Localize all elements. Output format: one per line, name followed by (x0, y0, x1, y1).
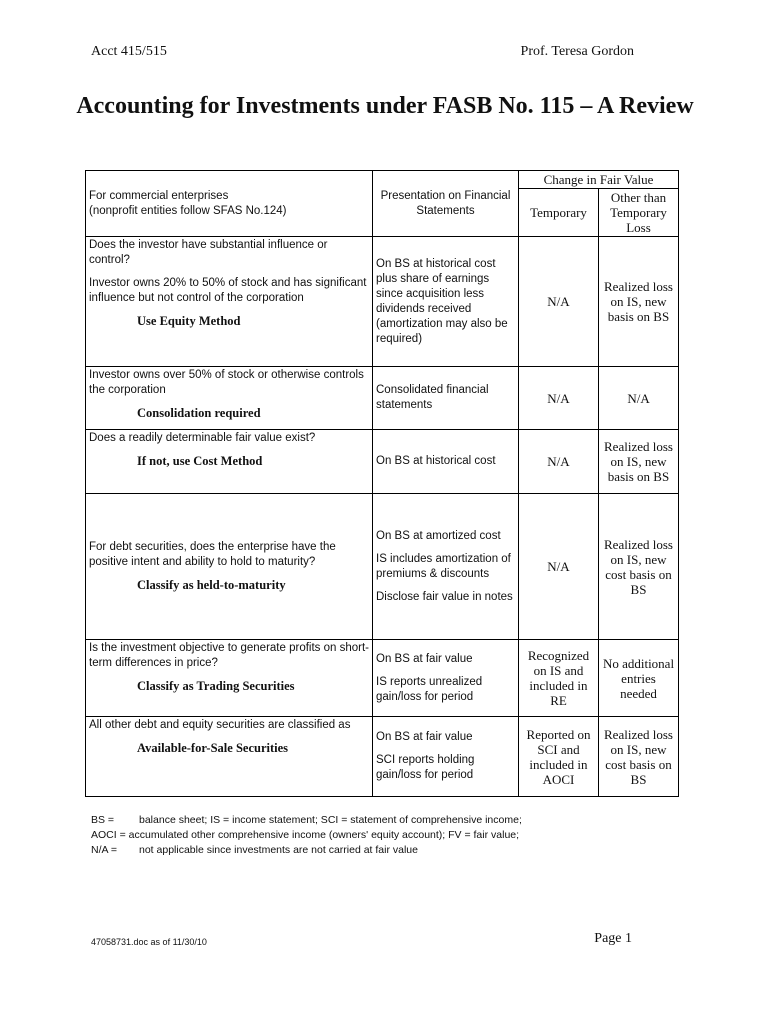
row-presentation: On BS at historical cost plus share of earnings since acquisition less dividends received (amortization may also be required) (373, 237, 519, 367)
page-number: Page 1 (594, 931, 632, 946)
legend-abbr: BS = (91, 814, 115, 826)
row-other: No additional entries needed (599, 640, 679, 717)
method-label: Consolidation required (137, 406, 261, 420)
course-code: Acct 415/515 (91, 44, 167, 59)
row-question (86, 430, 373, 494)
presentation-line: Disclose fair value in notes (376, 590, 513, 603)
table-row (86, 430, 679, 494)
header-presentation: Presentation on Financial Statements (373, 171, 519, 237)
professor-name: Prof. Teresa Gordon (520, 44, 634, 59)
table-row (86, 717, 679, 797)
table-header-row (86, 171, 679, 189)
abbreviation-legend (91, 813, 522, 858)
row-question (86, 237, 373, 367)
investments-table (85, 170, 679, 797)
header-entity (86, 171, 373, 237)
row-temporary: N/A (519, 367, 599, 430)
question-text: Does a readily determinable fair value exist? (89, 432, 316, 444)
table-row (86, 640, 679, 717)
table-row (86, 494, 679, 640)
row-temporary: Reported on SCI and included in AOCI (519, 717, 599, 797)
row-question (86, 640, 373, 717)
method-label: Available-for-Sale Securities (137, 741, 289, 755)
row-presentation (373, 494, 519, 640)
legend-text: balance sheet; IS = income statement; SCI = statement of comprehensive income; (139, 814, 522, 826)
row-presentation (373, 640, 519, 717)
question-text: Does the investor have substantial influence or control? (89, 239, 328, 266)
method-label: Use Equity Method (137, 314, 241, 328)
presentation-line: IS includes amortization of premiums & discounts (376, 552, 511, 580)
question-text: Investor owns over 50% of stock or otherwise controls the corporation (89, 369, 364, 396)
header-other-than-temporary: Other than Temporary Loss (599, 189, 679, 237)
row-other: Realized loss on IS, new basis on BS (599, 430, 679, 494)
row-other: Realized loss on IS, new basis on BS (599, 237, 679, 367)
row-question (86, 494, 373, 640)
question-text: Is the investment objective to generate profits on short-term differences in price? (89, 642, 369, 669)
header-entity-note: (nonprofit entities follow SFAS No.124) (89, 204, 287, 217)
question-text: For debt securities, does the enterprise have the positive intent and ability to hold to maturity? (89, 541, 336, 568)
legend-line (91, 813, 522, 828)
question-detail: Investor owns 20% to 50% of stock and has significant influence but not control of the corporation (89, 277, 367, 304)
header-change-fair-value: Change in Fair Value (519, 171, 679, 189)
question-text: All other debt and equity securities are classified as (89, 719, 351, 731)
row-temporary: N/A (519, 430, 599, 494)
legend-text: AOCI = accumulated other comprehensive income (owners' equity account); FV = fair value; (91, 829, 520, 841)
row-other: Realized loss on IS, new cost basis on BS (599, 494, 679, 640)
header-temporary: Temporary (519, 189, 599, 237)
legend-line (91, 843, 522, 858)
presentation-line: On BS at fair value (376, 731, 473, 743)
method-label: If not, use Cost Method (137, 454, 263, 468)
page-title: Accounting for Investments under FASB No. 115 – A Review (76, 93, 694, 119)
document-footer: 47058731.doc as of 11/30/10 (91, 937, 207, 947)
row-question (86, 717, 373, 797)
row-question (86, 367, 373, 430)
table-row (86, 367, 679, 430)
row-other: N/A (599, 367, 679, 430)
header-entity-text: For commercial enterprises (89, 189, 229, 202)
row-temporary: N/A (519, 494, 599, 640)
row-presentation: On BS at historical cost (373, 430, 519, 494)
row-temporary: Recognized on IS and included in RE (519, 640, 599, 717)
legend-text: not applicable since investments are not carried at fair value (139, 844, 418, 856)
legend-line (91, 828, 522, 843)
presentation-line: IS reports unrealized gain/loss for period (376, 675, 483, 703)
method-label: Classify as Trading Securities (137, 679, 295, 693)
method-label: Classify as held-to-maturity (137, 578, 286, 592)
table-row (86, 237, 679, 367)
row-other: Realized loss on IS, new cost basis on BS (599, 717, 679, 797)
row-temporary: N/A (519, 237, 599, 367)
presentation-line: On BS at amortized cost (376, 529, 501, 542)
presentation-line: On BS at fair value (376, 652, 473, 665)
row-presentation: Consolidated financial statements (373, 367, 519, 430)
row-presentation (373, 717, 519, 797)
legend-abbr: N/A = (91, 844, 117, 856)
presentation-line: SCI reports holding gain/loss for period (376, 754, 475, 781)
